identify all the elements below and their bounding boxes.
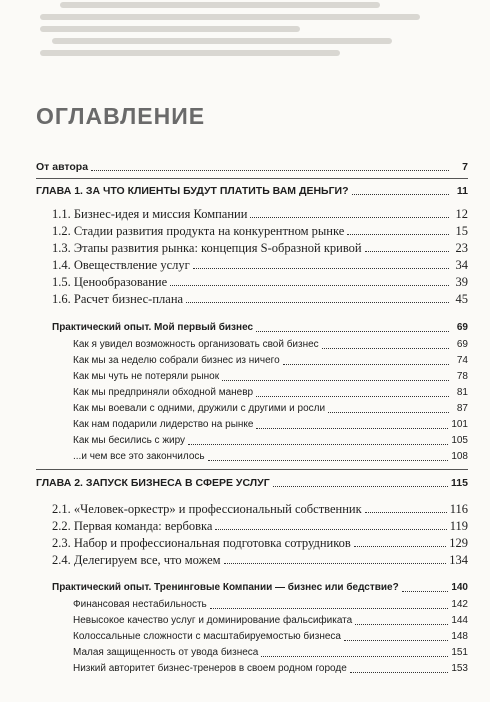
- toc-page: 45: [455, 292, 468, 306]
- toc-label: Финансовая нестабильность: [73, 599, 207, 610]
- toc-page: 11: [456, 185, 468, 197]
- page-title: ОГЛАВЛЕНИЕ: [36, 103, 206, 129]
- dot-leader: [354, 545, 446, 547]
- toc-page: 129: [449, 536, 468, 550]
- dot-leader: [250, 216, 449, 218]
- toc-entry-1-2[interactable]: [52, 222, 468, 238]
- dot-leader: [256, 330, 449, 332]
- toc-page: 116: [449, 502, 468, 516]
- toc-entry-case-2-item[interactable]: [73, 612, 468, 628]
- toc-page: 134: [449, 553, 468, 567]
- toc-entry-chapter-1[interactable]: [36, 182, 468, 198]
- toc-label: 1.3. Этапы развития рынка: концепция S-образной кривой: [52, 241, 362, 255]
- dot-leader: [352, 193, 450, 195]
- toc-entry-case-1-item[interactable]: [73, 384, 468, 400]
- toc-page: 105: [451, 435, 468, 446]
- dot-leader: [365, 511, 447, 513]
- toc-label: Как мы воевали с одними, дружили с другими и росли: [73, 403, 326, 414]
- toc-page: 15: [455, 224, 468, 238]
- toc-page: 148: [451, 631, 468, 642]
- toc-entry-case-1-item[interactable]: [73, 368, 468, 384]
- dot-leader: [91, 169, 449, 171]
- toc-entry-1-3[interactable]: [52, 239, 468, 255]
- toc-page: 87: [456, 403, 468, 414]
- toc-page: 12: [455, 207, 468, 221]
- toc-entry-preface[interactable]: [36, 158, 468, 174]
- dot-leader: [193, 267, 449, 269]
- toc-entry-case-1-item[interactable]: [73, 432, 468, 448]
- toc-label: Как мы предприняли обходной маневр: [73, 387, 254, 398]
- toc-entry-case-1-item[interactable]: [73, 400, 468, 416]
- toc-label: ...и чем все это закончилось: [73, 451, 205, 462]
- dot-leader: [210, 607, 449, 609]
- toc-label: 2.1. «Человек-оркестр» и профессиональный собственник: [52, 502, 362, 516]
- toc-page: 69: [456, 322, 468, 333]
- toc-label: Как мы бесились с жиру: [73, 435, 186, 446]
- dot-leader: [402, 590, 449, 592]
- toc-label: Низкий авторитет бизнес-тренеров в своем родном городе: [73, 663, 347, 674]
- divider: [36, 469, 468, 470]
- toc-entry-1-5[interactable]: [52, 273, 468, 289]
- toc-entry-case-1-item[interactable]: [73, 416, 468, 432]
- dot-leader: [365, 250, 449, 252]
- toc-entry-1-4[interactable]: [52, 256, 468, 272]
- dot-leader: [350, 671, 449, 673]
- divider: [36, 178, 468, 179]
- toc-entry-2-2[interactable]: [52, 517, 468, 533]
- toc-page: 144: [451, 615, 468, 626]
- dot-leader: [170, 284, 449, 286]
- toc-label: Колоссальные сложности с масштабируемостью бизнеса: [73, 631, 341, 642]
- toc-entry-case-2-item[interactable]: [73, 660, 468, 676]
- toc-entry-case-2-item[interactable]: [73, 596, 468, 612]
- dot-leader: [186, 301, 449, 303]
- dot-leader: [322, 347, 449, 349]
- dot-leader: [344, 639, 448, 641]
- dot-leader: [215, 528, 446, 530]
- toc-page: 7: [462, 161, 468, 173]
- toc-entry-2-1[interactable]: [52, 500, 468, 516]
- toc-page: 140: [451, 582, 468, 593]
- toc-entry-chapter-2[interactable]: [36, 474, 468, 490]
- toc-label: 1.4. Овеществление услуг: [52, 258, 190, 272]
- toc-page: 142: [451, 599, 468, 610]
- toc-page: 153: [451, 663, 468, 674]
- toc-label: 1.6. Расчет бизнес-плана: [52, 292, 184, 306]
- toc-label: Как мы чуть не потеряли рынок: [73, 371, 220, 382]
- toc-label: Практический опыт. Мой первый бизнес: [52, 322, 254, 333]
- toc-label: От автора: [36, 161, 89, 173]
- toc-entry-case-2[interactable]: [52, 579, 468, 595]
- toc-label: Как мы за неделю собрали бизнес из ничего: [73, 355, 280, 366]
- toc-label: Как нам подарили лидерство на рынке: [73, 419, 254, 430]
- toc-entry-case-2-item[interactable]: [73, 644, 468, 660]
- dot-leader: [224, 562, 447, 564]
- toc-entry-case-1[interactable]: [52, 319, 468, 335]
- dot-leader: [283, 363, 449, 365]
- toc-page: 78: [456, 371, 468, 382]
- dot-leader: [256, 395, 449, 397]
- toc-entry-case-1-item[interactable]: [73, 352, 468, 368]
- toc-label: 2.4. Делегируем все, что можем: [52, 553, 221, 567]
- dot-leader: [273, 485, 448, 487]
- dot-leader: [256, 427, 448, 429]
- toc-page: 101: [451, 419, 468, 430]
- toc-label: 2.2. Первая команда: вербовка: [52, 519, 213, 533]
- toc-entry-case-2-item[interactable]: [73, 628, 468, 644]
- toc-entry-2-3[interactable]: [52, 534, 468, 550]
- toc-label: 2.3. Набор и профессиональная подготовка сотрудников: [52, 536, 351, 550]
- toc-label: Как я увидел возможность организовать свой бизнес: [73, 339, 319, 350]
- toc-label: Невысокое качество услуг и доминирование фальсификата: [73, 615, 353, 626]
- toc-label: 1.5. Ценообразование: [52, 275, 168, 289]
- dot-leader: [347, 233, 449, 235]
- toc-label: 1.2. Стадии развития продукта на конкурентном рынке: [52, 224, 345, 238]
- toc-page: 23: [455, 241, 468, 255]
- bleed-through-text: [0, 0, 490, 62]
- dot-leader: [188, 443, 448, 445]
- toc-label: 1.1. Бизнес-идея и миссия Компании: [52, 207, 248, 221]
- toc-page: 39: [455, 275, 468, 289]
- toc-page: 151: [451, 647, 468, 658]
- toc-label: Малая защищенность от увода бизнеса: [73, 647, 259, 658]
- dot-leader: [222, 379, 449, 381]
- toc-label: ГЛАВА 1. ЗА ЧТО КЛИЕНТЫ БУДУТ ПЛАТИТЬ ВАМ ДЕНЬГИ?: [36, 185, 349, 197]
- toc-page: 119: [449, 519, 468, 533]
- dot-leader: [355, 623, 448, 625]
- toc-entry-1-1[interactable]: [52, 205, 468, 221]
- toc-entry-1-6[interactable]: [52, 290, 468, 306]
- toc-page: 115: [451, 477, 468, 489]
- toc-label: Практический опыт. Тренинговые Компании — бизнес или бедствие?: [52, 582, 399, 593]
- toc-page: 108: [451, 451, 468, 462]
- toc-label: ГЛАВА 2. ЗАПУСК БИЗНЕСА В СФЕРЕ УСЛУГ: [36, 477, 270, 489]
- dot-leader: [328, 411, 449, 413]
- toc-page: 34: [455, 258, 468, 272]
- toc-entry-2-4[interactable]: [52, 551, 468, 567]
- toc-page: 69: [456, 339, 468, 350]
- toc-page: 81: [456, 387, 468, 398]
- dot-leader: [261, 655, 448, 657]
- toc-page: 74: [456, 355, 468, 366]
- toc-entry-case-1-item[interactable]: [73, 448, 468, 464]
- toc-entry-case-1-item[interactable]: [73, 336, 468, 352]
- dot-leader: [208, 459, 449, 461]
